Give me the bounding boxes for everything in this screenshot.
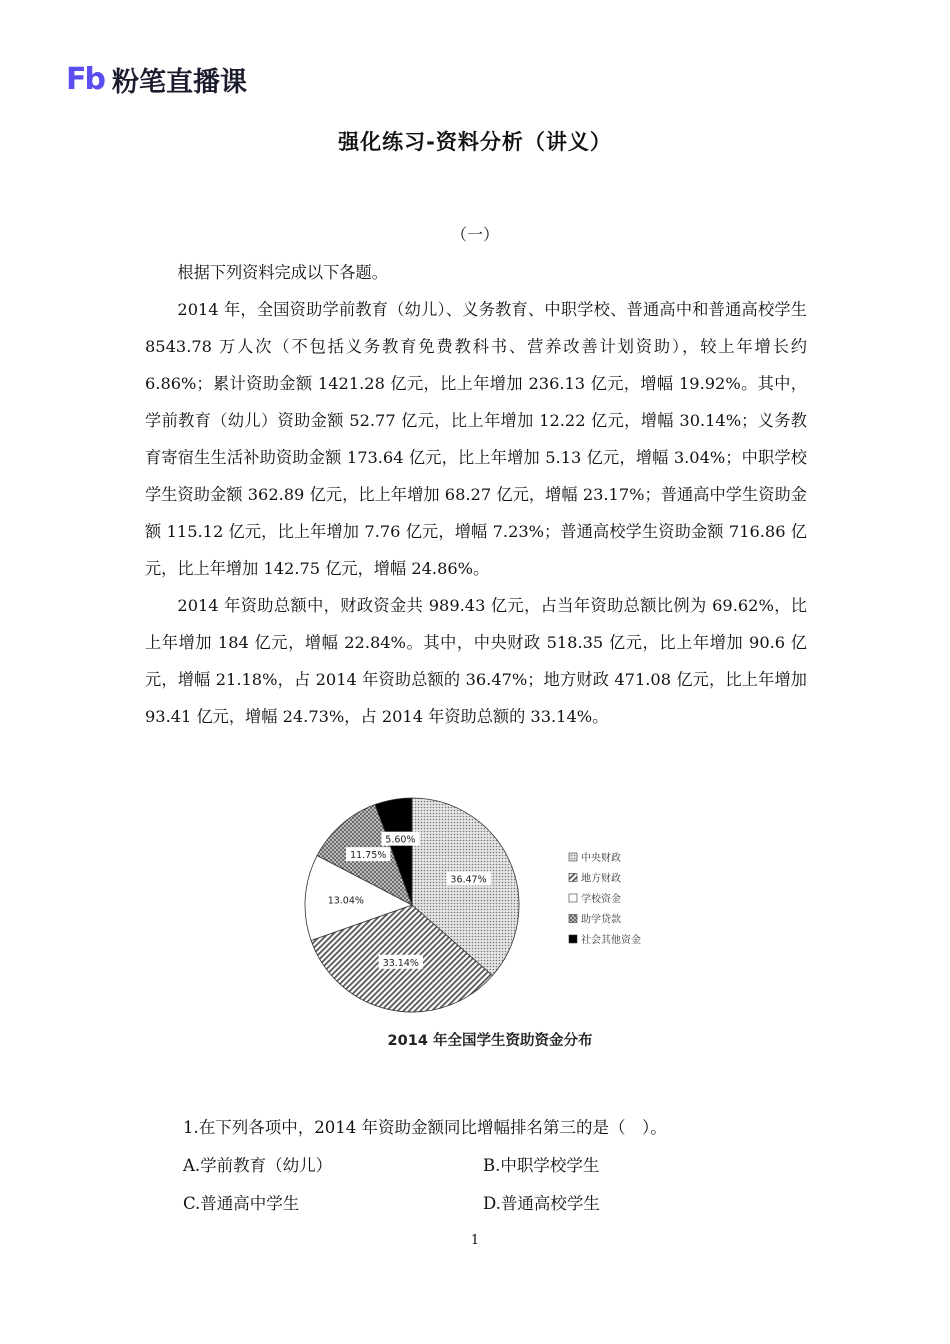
pie-data-label: 11.75% bbox=[350, 850, 387, 862]
option-a[interactable]: A.学前教育（幼儿） bbox=[183, 1156, 333, 1175]
pie-data-label: 5.60% bbox=[385, 834, 416, 846]
legend-label: 学校资金 bbox=[581, 894, 621, 905]
paragraph: 根据下列资料完成以下各题。 bbox=[177, 263, 388, 282]
option-c[interactable]: C.普通高中学生 bbox=[183, 1194, 300, 1213]
page-number: 1 bbox=[470, 1233, 480, 1248]
legend-label: 地方财政 bbox=[581, 873, 621, 885]
paragraph: 2014 年资助总额中，财政资金共 989.43 亿元，占当年资助总额比例为 69.62%，比上年增加 184 亿元，增幅 22.84%。其中，中央财政 518.35 亿元，比上年增加 90.6 亿元，增幅 21.18%，占 2014 年资助总额的 36.47%；地方财政 471.08 亿元，比上年增加 93.41 亿元，增幅 24.73%，占 2014 年资助总额的 33.14%。 bbox=[145, 596, 807, 726]
pie-data-label: 36.47% bbox=[450, 874, 487, 886]
pie-data-label: 13.04% bbox=[327, 895, 364, 907]
legend-label: 助学贷款 bbox=[581, 914, 621, 926]
brand-name: 粉笔直播课 bbox=[111, 66, 247, 98]
pie-data-label: 33.14% bbox=[382, 957, 419, 969]
pie-chart bbox=[300, 785, 660, 1055]
option-b[interactable]: B.中职学校学生 bbox=[483, 1156, 600, 1175]
legend-swatch bbox=[569, 894, 577, 902]
option-d[interactable]: D.普通高校学生 bbox=[483, 1194, 600, 1213]
legend-swatch bbox=[569, 915, 577, 923]
legend-swatch bbox=[569, 874, 577, 882]
pie-chart-svg bbox=[300, 785, 660, 1055]
material-text bbox=[145, 254, 807, 735]
fb-logo-icon: Fb bbox=[66, 61, 104, 97]
legend-swatch bbox=[569, 935, 577, 943]
legend-label: 社会其他资金 bbox=[581, 935, 641, 946]
brand-logo bbox=[66, 62, 247, 96]
legend-label: 中央财政 bbox=[581, 853, 621, 864]
question-stem: 1.在下列各项中，2014 年资助金额同比增幅排名第三的是（ ）。 bbox=[183, 1118, 667, 1137]
section-number: （一） bbox=[450, 225, 499, 244]
legend-swatch bbox=[569, 853, 577, 861]
page-title: 强化练习-资料分析（讲义） bbox=[338, 130, 612, 154]
paragraph: 2014 年，全国资助学前教育（幼儿）、义务教育、中职学校、普通高中和普通高校学生 8543.78 万人次（不包括义务教育免费教科书、营养改善计划资助），较上年增长约 6.86%；累计资助金额 1421.28 亿元，比上年增加 236.13 亿元，增幅 19.92%。其中，学前教育（幼儿）资助金额 52.77 亿元，比上年增加 12.22 亿元，增幅 30.14%；义务教育寄宿生生活补助资助金额 173.64 亿元，比上年增加 5.13 亿元，增幅 3.04%；中职学校学生资助金额 362.89 亿元，比上年增加 68.27 亿元，增幅 23.17%；普通高中学生资助金额 115.12 亿元，比上年增加 7.76 亿元，增幅 7.23%；普通高校学生资助金额 716.86 亿元，比上年增加 142.75 亿元，增幅 24.86%。 bbox=[145, 300, 807, 578]
chart-title: 2014 年全国学生资助资金分布 bbox=[387, 1033, 593, 1049]
